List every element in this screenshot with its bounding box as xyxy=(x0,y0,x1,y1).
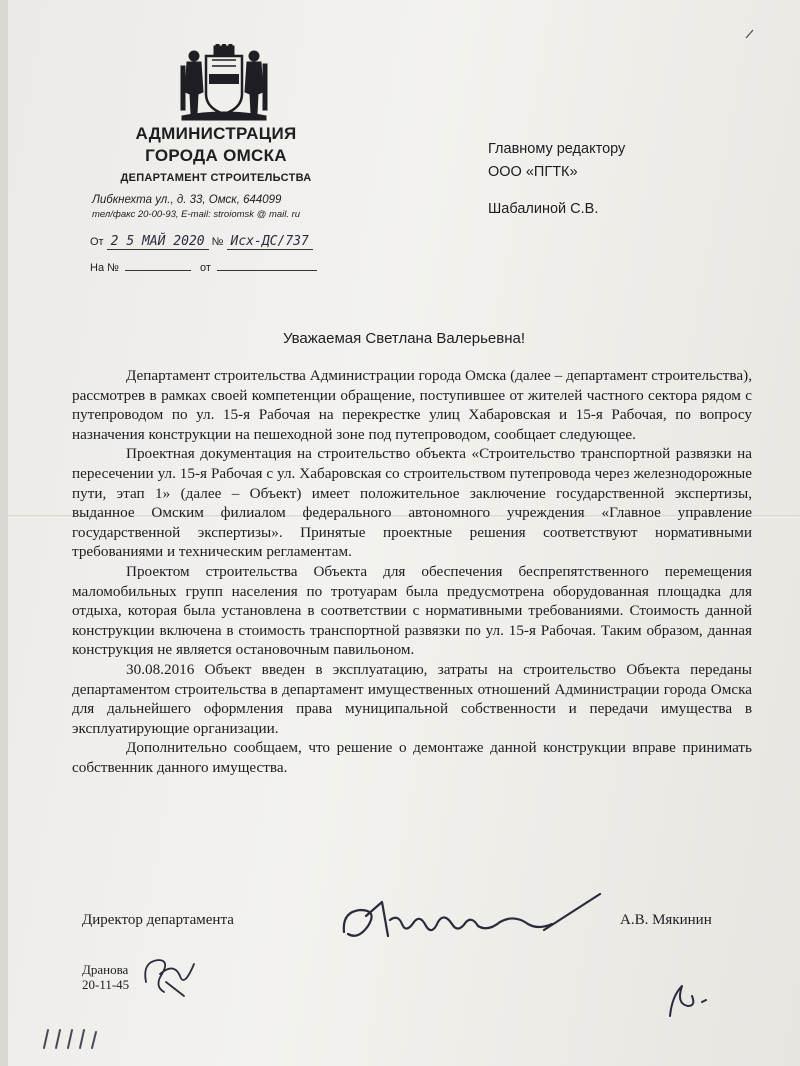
handwritten-mark xyxy=(662,978,718,1020)
signatory-title: Директор департамента xyxy=(82,912,234,928)
letter-number: Исх-ДС/737 xyxy=(227,234,313,250)
letter-page xyxy=(8,0,800,1066)
outgoing-reference xyxy=(90,234,313,250)
phone-email: тел/факс 20-00-93, E-mail: stroiomsk @ mail. ru xyxy=(92,209,301,220)
letter-body xyxy=(72,366,752,777)
handwritten-tally-mark xyxy=(38,1022,128,1052)
recipient-block xyxy=(488,138,625,221)
salutation: Уважаемая Светлана Валерьевна! xyxy=(282,330,526,347)
handwritten-signature xyxy=(338,890,608,950)
executor-phone: 20-11-45 xyxy=(82,977,130,992)
number-label: № xyxy=(211,236,224,248)
recipient-line2: ООО «ПГТК» xyxy=(488,164,578,180)
paragraph: Проектная документация на строительство объекта «Строительство транспортной развязки на пересечении ул. 15-я Рабочая с ул. Хабаровская со строительством путепровода через железнодорожные пути, этап 1» (далее – Объект) имеет положительное заключение государственной экспертизы, выданное Омским филиалом федерального автономного учреждения «Главное управление государственной экспертизы». Принятые проектные решения соответствуют нормативными требованиями и техническим регламентам. xyxy=(72,445,752,561)
omsk-coat-of-arms-icon xyxy=(178,44,270,122)
from-label: От xyxy=(90,236,104,248)
on-from-label: от xyxy=(199,262,211,274)
on-number-blank xyxy=(125,270,191,271)
pen-mark xyxy=(744,28,756,40)
on-date-blank xyxy=(217,270,317,271)
letter-date: 2 5 МАЙ 2020 xyxy=(107,234,209,250)
paragraph: Департамент строительства Администрации города Омска (далее – департамент строительства), рассмотрев в рамках своей компетенции обращение, поступившее от жителей частного сектора рядом с путепроводом по ул. 15-я Рабочая на перекрестке улиц Хабаровская и 15-я Рабочая, по вопросу назначения конструкции на пешеходной зоне под путепроводом, сообщает следующее. xyxy=(72,367,752,443)
on-number-label: На № xyxy=(90,262,119,274)
paragraph: Дополнительно сообщаем, что решение о демонтаже данной конструкции вправе принимать собственник данного имущества. xyxy=(72,739,752,776)
department-name: ДЕПАРТАМЕНТ СТРОИТЕЛЬСТВА xyxy=(120,172,312,184)
recipient-line3: Шабалиной С.В. xyxy=(488,201,599,217)
paragraph: Проектом строительства Объекта для обеспечения беспрепятственного перемещения маломобильных групп населения по тротуарам была предусмотрена оборудованная площадка для отдыха, которая была установлена в соответствии с нормативными требованиями. Стоимость данной конструкции включена в стоимость транспортной развязки по ул. 15-я Рабочая. Таким образом, данная конструкция не является остановочным павильоном. xyxy=(72,562,752,659)
paragraph: 30.08.2016 Объект введен в эксплуатацию, затраты на строительство Объекта переданы департаментом строительства в департамент имущественных отношений Администрации города Омска для дальнейшего оформления права муниципальной собственности и передачи имущества в эксплуатирующие организации. xyxy=(72,660,752,737)
recipient-line1: Главному редактору xyxy=(488,141,626,157)
incoming-reference xyxy=(90,262,323,274)
signatory-name: А.В. Мякинин xyxy=(620,912,712,928)
executor-initials-signature xyxy=(140,952,198,998)
org-name-line2: ГОРОДА ОМСКА xyxy=(145,146,287,165)
org-name-line1: АДМИНИСТРАЦИЯ xyxy=(135,124,297,143)
executor-name: Дранова xyxy=(82,962,129,977)
address: Либкнехта ул., д. 33, Омск, 644099 xyxy=(92,194,282,206)
